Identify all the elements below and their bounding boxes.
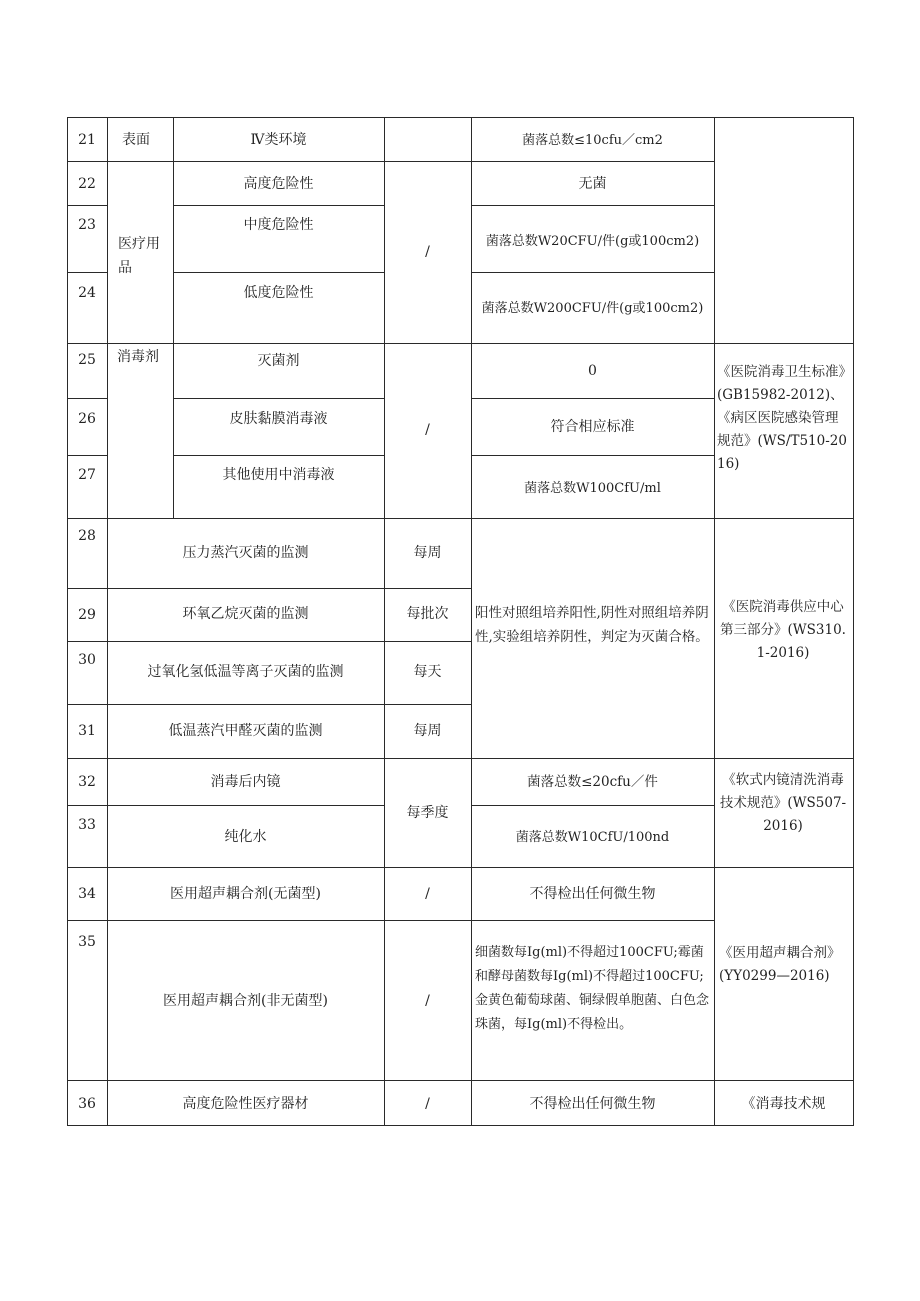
row-number: 25	[78, 352, 96, 368]
row-number: 35	[78, 934, 96, 950]
standard-cell: 菌落总数W10CfU/100nd	[515, 830, 670, 845]
standard-cell: 细菌数每Ig(ml)不得超过100CFU;霉菌和酵母菌数每Ig(ml)不得超过100CFU;金黄色葡萄球菌、铜绿假单胞菌、白色念珠菌，每Ig(ml)不得检出。	[475, 945, 710, 1032]
standard-cell: 不得检出任何微生物	[529, 886, 656, 902]
standard-cell: 菌落总数W20CFU/件(g或100cm2)	[485, 234, 700, 249]
frequency-cell: 每周	[413, 545, 442, 561]
standard-cell: 菌落总数≤20cfu／件	[527, 774, 658, 790]
item-cell: 中度危险性	[243, 217, 314, 233]
row-number: 27	[78, 467, 96, 483]
row-number: 23	[78, 217, 96, 233]
item-cell: 灭菌剂	[257, 353, 300, 369]
row-number: 29	[78, 607, 96, 623]
item-cell: 纯化水	[224, 829, 267, 845]
item-cell: Ⅳ类环境	[250, 132, 307, 148]
item-cell: 环氧乙烷灭菌的监测	[182, 606, 309, 622]
basis-cell: 《医院消毒供应中心第三部分》(WS310.1-2016)	[720, 599, 846, 661]
frequency-cell: 每季度	[406, 805, 449, 821]
frequency-cell: 每批次	[406, 606, 449, 622]
standard-cell: 无菌	[578, 176, 607, 192]
frequency-cell: /	[425, 993, 430, 1009]
item-cell: 医用超声耦合剂(非无菌型)	[163, 993, 328, 1009]
item-cell: 医用超声耦合剂(无菌型)	[170, 886, 321, 902]
item-cell: 低温蒸汽甲醛灭菌的监测	[168, 723, 323, 739]
item-cell: 消毒后内镜	[210, 774, 281, 790]
standard-cell: 不得检出任何微生物	[529, 1096, 656, 1112]
row-number: 22	[78, 176, 96, 192]
basis-cell: 《软式内镜清洗消毒技术规范》(WS507-2016)	[719, 772, 847, 834]
basis-cell: 《医用超声耦合剂》(YY0299—2016)	[719, 945, 841, 984]
row-number: 36	[78, 1096, 96, 1112]
row-number: 26	[78, 411, 96, 427]
item-cell: 高度危险性	[243, 176, 314, 192]
row-number: 28	[78, 528, 96, 544]
item-cell: 高度危险性医疗器材	[182, 1096, 309, 1112]
basis-cell: 《消毒技术规	[741, 1096, 826, 1112]
frequency-cell: /	[425, 886, 430, 902]
item-cell: 压力蒸汽灭菌的监测	[182, 545, 309, 561]
frequency-cell: 每周	[413, 723, 442, 739]
standard-cell: 菌落总数W200CFU/件(g或100cm2)	[481, 301, 704, 316]
row-number: 24	[78, 285, 96, 301]
row-number: 32	[78, 774, 96, 790]
frequency-cell: 每天	[413, 664, 442, 680]
row-number: 30	[78, 652, 96, 668]
frequency-cell: /	[425, 422, 430, 438]
basis-cell: 《医院消毒卫生标准》(GB15982-2012)、《病区医院感染管理规范》(WS/T510-2016)	[717, 364, 847, 472]
item-cell: 过氧化氢低温等离子灭菌的监测	[147, 664, 344, 680]
category-cell: 医疗用品	[118, 236, 160, 276]
row-number: 34	[78, 886, 96, 902]
row-number: 33	[78, 817, 96, 833]
frequency-cell: /	[425, 244, 430, 260]
item-cell: 其他使用中消毒液	[222, 467, 335, 483]
standard-cell: 0	[588, 363, 597, 379]
standard-cell: 菌落总数≤10cfu／cm2	[522, 133, 663, 148]
standard-cell: 阳性对照组培养阳性,阴性对照组培养阴性,实验组培养阴性，判定为灭菌合格。	[475, 605, 709, 645]
category-cell: 消毒剂	[117, 349, 159, 365]
standard-cell: 菌落总数W100CfU/ml	[524, 481, 661, 496]
row-number: 21	[78, 132, 96, 148]
standard-cell: 符合相应标准	[550, 419, 635, 435]
item-cell: 低度危险性	[243, 285, 314, 301]
item-cell: 皮肤黏膜消毒液	[229, 411, 328, 427]
category-cell: 表面	[122, 132, 150, 148]
frequency-cell: /	[425, 1096, 430, 1112]
row-number: 31	[78, 723, 96, 739]
